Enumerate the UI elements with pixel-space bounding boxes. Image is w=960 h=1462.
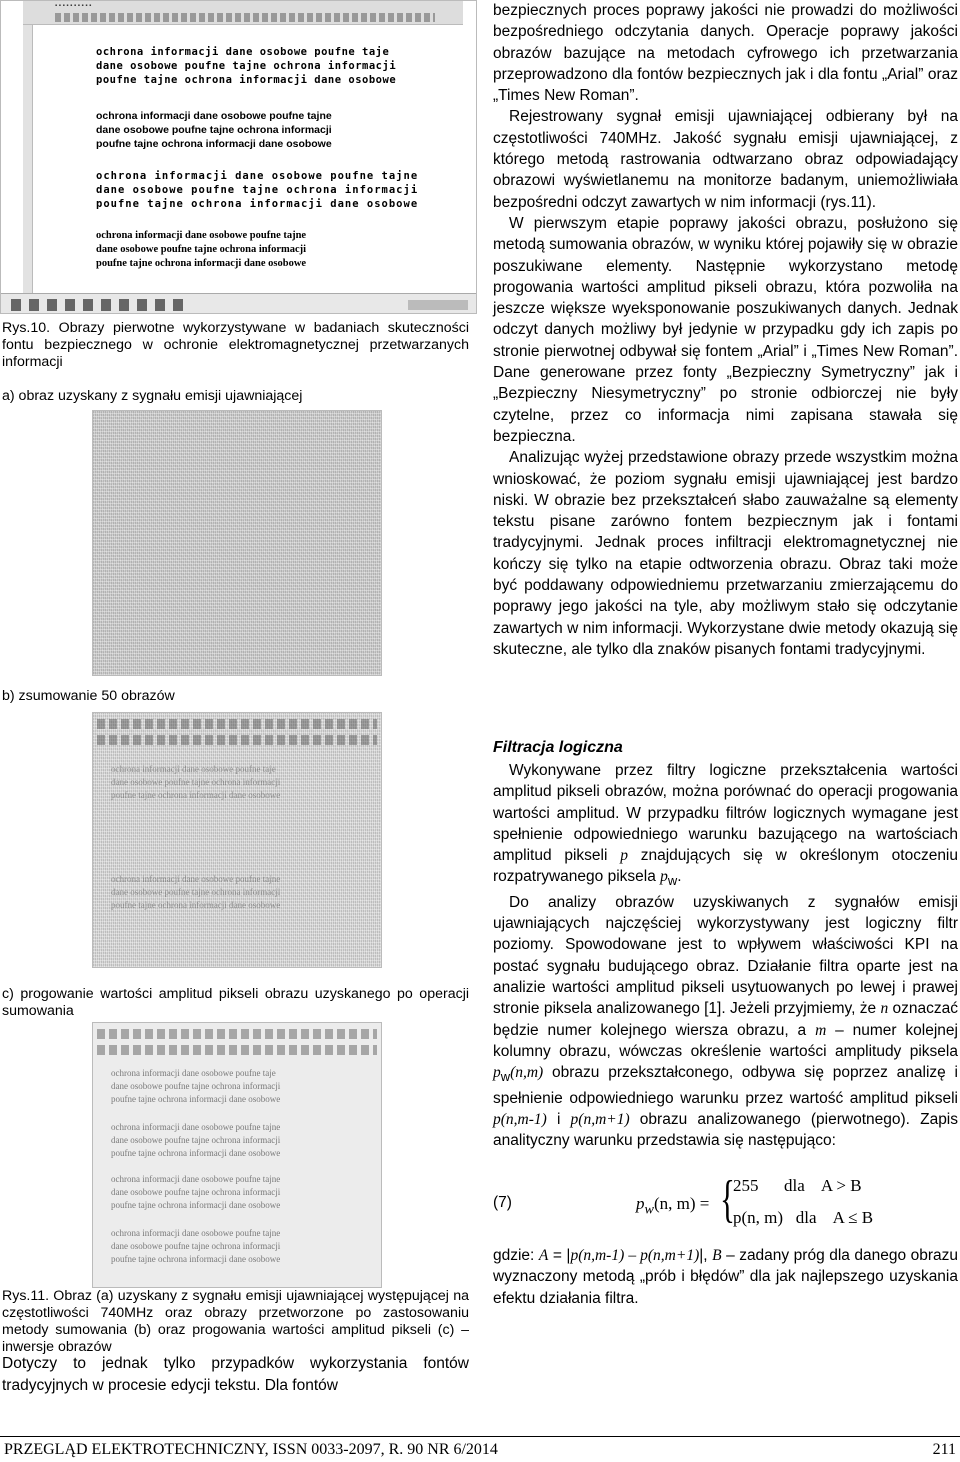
text-span: oznaczać będzie numer kolejnego wiersza obrazu, a [493, 1000, 958, 1039]
sample-line: dane osobowe poufne tajne ochrona informacji [96, 60, 397, 72]
ghost-line: ochrona informacji dane osobowe poufne taje [111, 1068, 276, 1078]
ghost-line: poufne tajne ochrona informacji dane osobowe [111, 1148, 281, 1158]
paragraph-4: Analizując wyżej przedstawione obrazy przede wszystkim można wnioskować, że poziom sygnału emisji ujawniającej jest bardzo niski. W obrazie bez przekształceń słabo zauważalne są elementy tekstu pisane zarówno fontem bezpiecznym jak i fontami tradycyjnymi. Jednak proces infiltracji elektromagnetycznej nie kończy się tylko na etapie odtworzenia obrazu. Obraz taki może być poddawany odpowiedniemu przetwarzaniu zmierzającemu do poprawy jego jakości na tyle, aby możliwym stało się odczytanie zawartych w nim informacji. Wykorzystane dwie metody okazują się skuteczne, ale tylko dla znaków pisanych fontami tradycyjnymi. [493, 449, 958, 658]
equation-lhs-p: p [636, 1194, 645, 1213]
var-diff: p(n,m-1) – p(n,m+1) [570, 1247, 700, 1264]
caption-b: b) zsumowanie 50 obrazów [2, 688, 175, 704]
editor-toolbar [23, 1, 463, 25]
taskbar-tray [408, 300, 468, 310]
var-sub-w: w [667, 873, 678, 889]
sample-line: dane osobowe poufne tajne ochrona informacji [96, 124, 332, 136]
sample-line: ochrona informacji dane osobowe poufne tajne [96, 230, 307, 241]
section-title: Filtracja logiczna [493, 739, 623, 756]
sample-line: ochrona informacji dane osobowe poufne taje [96, 46, 390, 58]
sample-times-new-roman [96, 229, 376, 271]
footer-rule [0, 1436, 960, 1437]
var-p-right: p(n,m+1) [570, 1110, 630, 1128]
text-span: znajdujących się w określonym otoczeniu rozpatrywanego piksela [493, 847, 959, 886]
var-pw: p [660, 868, 668, 886]
ghost-line: dane osobowe poufne tajne ochrona informacji [111, 887, 281, 897]
var-p: p [620, 847, 628, 865]
sample-line: poufne tajne ochrona informacji dane osobowe [96, 198, 419, 210]
ghost-line: ochrona informacji dane osobowe poufne tajne [111, 1228, 281, 1238]
text-span: obrazu analizowanego (pierwotnego). Zapis analityczny warunku przedstawia się następująco: [493, 1110, 959, 1150]
right-column-middle [493, 760, 958, 1152]
text-span: Wykonywane przez filtry logiczne przekształcenia wartości amplitud pikseli obrazów, można porównać do operacji progowania wartości amplitud. W przypadku filtrów logicznych wymagane jest spełnienie odpowiedniego warunku bazującego na wartościach amplitud pikseli [493, 762, 958, 865]
equation-lhs-args: (n, m) = [653, 1194, 710, 1213]
editor-toolbar-icons [55, 13, 435, 22]
paragraph-2: Rejestrowany sygnał emisji ujawniającej odbierany był na częstotliwości 740MHz. Jakość sygnału emisji ujawniającej, z którego metodą rastrowania odtwarzano obraz odpowiadający obrazowi wyświetlanemu na monitorze badanym, uniemożliwiała bezpośredni odczyt zawartych w nim informacji (rys.11). [493, 108, 958, 211]
ghost-line: poufne tajne ochrona informacji dane osobowe [111, 1200, 281, 1210]
ghost-line: dane osobowe poufne tajne ochrona informacji [111, 1081, 281, 1091]
ghost-line: dane osobowe poufne tajne ochrona informacji [111, 1187, 281, 1197]
paragraph-1: bezpiecznych proces poprawy jakości nie prowadzi do możliwości bezpośredniego odczytania danych. Operacje poprawy jakości obrazów bazujące na metodach cyfrowego ich przetwarzania przeprowadzono dla fontów bezpiecznych jak i dla fontu „Arial” oraz „Times New Roman”. [493, 2, 958, 105]
text-span: – numer kolejnej kolumny obrazu, wówczas określenie wartości amplitudy piksela [493, 1021, 958, 1060]
caption-a: a) obraz uzyskany z sygnału emisji ujawniającej [2, 388, 303, 404]
equation-case-1: 255 dla A > B [733, 1176, 862, 1195]
figure-thresholded [92, 1022, 382, 1288]
caption-c: c) progowanie wartości amplitud pikseli obrazu uzyskanego po operacji sumowania [2, 986, 469, 1019]
text-span: obrazu przekształconego, odbywa się poprzez analizę i spełnienie odpowiedniego warunku przez wartość amplitud pikseli [493, 1064, 958, 1107]
sample-secure-symmetric [96, 45, 397, 87]
ghost-toolbar [97, 1045, 377, 1055]
equation-number: (7) [493, 1194, 512, 1211]
caption-rys10: Rys.10. Obrazy pierwotne wykorzystywane w badaniach skuteczności fontu bezpiecznego w ochronie elektromagnetycznej przetwarzanych informacji [2, 320, 469, 370]
figure-emission-raw [92, 410, 382, 676]
equation-case-2: p(n, m) dla A ≤ B [733, 1208, 874, 1227]
equation-lhs-sub: w [644, 1201, 654, 1218]
brace-icon: { [719, 1171, 735, 1228]
var-n: n [880, 1000, 889, 1018]
text-span: . [677, 868, 682, 886]
ghost-line: poufne tajne ochrona informacji dane osobowe [111, 900, 281, 910]
ghost-line: poufne tajne ochrona informacji dane osobowe [111, 1254, 281, 1264]
right-column-top [493, 0, 958, 660]
text-span: gdzie: [493, 1247, 539, 1264]
editor-ruler [23, 25, 33, 295]
sample-line: poufne tajne ochrona informacji dane osobowe [96, 74, 397, 86]
taskbar [1, 293, 477, 314]
ghost-line: ochrona informacji dane osobowe poufne tajne [111, 1174, 281, 1184]
ghost-line: ochrona informacji dane osobowe poufne tajne [111, 874, 281, 884]
sample-line: ochrona informacji dane osobowe poufne tajne [96, 110, 332, 122]
ghost-line: poufne tajne ochrona informacji dane osobowe [111, 790, 281, 800]
sample-line: dane osobowe poufne tajne ochrona informacji [96, 244, 307, 255]
sample-secure-asymmetric [96, 169, 419, 211]
sample-line: ochrona informacji dane osobowe poufne tajne [96, 170, 419, 182]
sample-arial [96, 109, 376, 151]
journal-name: PRZEGLĄD ELEKTROTECHNICZNY, ISSN 0033-2097, R. 90 NR 6/2014 [4, 1441, 498, 1458]
text-span: – zadany próg dla danego obrazu wyznaczony metodą „prób i błędów” dla jak najlepszego uzyskania efektu działania filtra. [493, 1247, 959, 1307]
ghost-line: ochrona informacji dane osobowe poufne tajne [111, 1122, 281, 1132]
var-b: B [712, 1247, 722, 1264]
equation-lhs [636, 1194, 709, 1218]
ghost-line: dane osobowe poufne tajne ochrona informacji [111, 1135, 281, 1145]
text-span: Do analizy obrazów uzyskiwanych z sygnałów emisji ujawniających najczęściej wykorzystywany jest logiczny filtr poziomy. Spowodowane jest to wpływem właściwości KPI na postać sygnału budującego obraz. Działanie filtra oparte jest na analizie wartości amplitud pikseli usytuowanych po lewej i prawej stronie piksela analizowanego [1]. Jeżeli przyjmiemy, że [493, 893, 958, 1018]
taskbar-icons [11, 299, 191, 311]
var-a: A [538, 1247, 549, 1264]
text-span: i [546, 1110, 571, 1128]
sample-line: poufne tajne ochrona informacji dane osobowe [96, 258, 307, 269]
sample-line: poufne tajne ochrona informacji dane osobowe [96, 138, 332, 150]
var-pw: p [493, 1064, 501, 1082]
var-m: m [815, 1021, 827, 1039]
sample-line: dane osobowe poufne tajne ochrona informacji [96, 184, 419, 196]
paragraph-3: W pierwszym etapie poprawy jakości obrazu, posłużono się metodą sumowania obrazów, w wyniku której pojawiły się w obrazie poszukiwane elementy. Następnie wykorzystano metodę progowania wartości amplitud pikseli obrazu, która pozwoliła na jeszcze większe wyeksponowanie poszukiwanych danych. Jednak odczyt danych możliwy był jedynie w przypadku gdy ich zapis po stronie pierwotnej odbywał się fontem „Arial” i „Times New Roman”. Dane generowane przez fonty „Bezpieczny Symetryczny” jak i „Bezpieczny Niesymetryczny” po stronie odbiorczej nie były czytelne, przez co informacja nimi zapisana stawała się bezpieczna. [493, 214, 958, 445]
text-span: |, [699, 1247, 713, 1264]
var-sub-w: w [500, 1069, 511, 1085]
ghost-toolbar [97, 1029, 377, 1039]
ghost-line: ochrona informacji dane osobowe poufne taje [111, 764, 276, 774]
left-body-text: Dotyczy to jednak tylko przypadków wykorzystania fontów tradycyjnych w procesie edycji tekstu. Dla fontów [2, 1355, 469, 1394]
page-number: 211 [932, 1441, 956, 1458]
ghost-line: poufne tajne ochrona informacji dane osobowe [111, 1094, 281, 1104]
ghost-line: dane osobowe poufne tajne ochrona informacji [111, 777, 281, 787]
paragraph-5 [493, 760, 958, 892]
figure-rys10-screenshot [0, 0, 477, 314]
right-column-bottom [493, 1245, 958, 1309]
caption-rys11: Rys.11. Obraz (a) uzyskany z sygnału emisji ujawniającej występującej na częstotliwości 740MHz oraz obrazy przetworzone po zastosowaniu metody sumowania (b) oraz progowania wartości amplitud pikseli (c) – inwersje obrazów [2, 1288, 469, 1355]
editor-menu: ▪ ▪ ▪ ▪ ▪ ▪ ▪ ▪ ▪ ▪ [55, 3, 92, 9]
paragraph-6 [493, 892, 958, 1152]
figure-summed [92, 712, 382, 968]
var-nm: (n,m) [510, 1064, 544, 1082]
ghost-line: dane osobowe poufne tajne ochrona informacji [111, 1241, 281, 1251]
text-span: = | [548, 1247, 571, 1264]
paragraph-gdzie [493, 1245, 958, 1309]
equation-7 [493, 1172, 958, 1238]
ghost-toolbar [97, 719, 377, 729]
ghost-toolbar [97, 735, 377, 745]
var-p-left: p(n,m-1) [493, 1110, 547, 1128]
